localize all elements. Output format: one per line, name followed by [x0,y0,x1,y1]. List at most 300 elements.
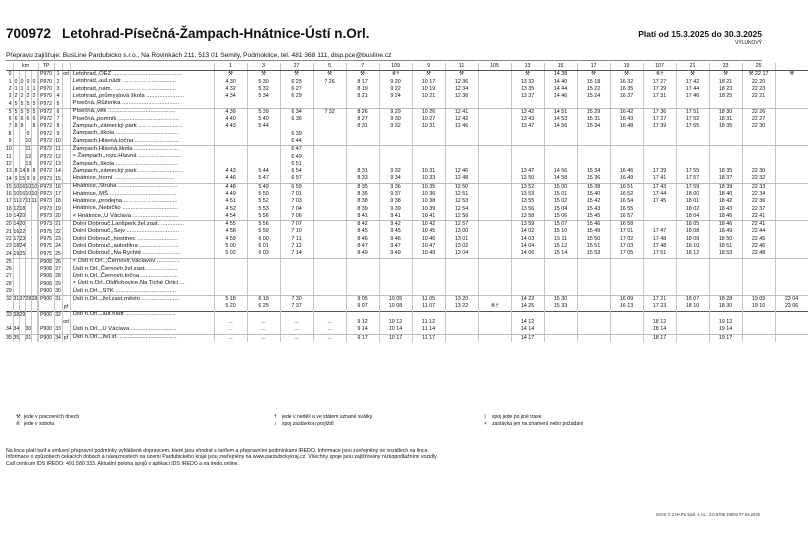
departure-time [313,213,346,221]
departure-time: 16 42 [610,108,643,116]
departure-time [346,138,379,146]
departure-time [544,100,577,108]
departure-time [775,236,808,243]
departure-time [412,154,445,161]
departure-time: 15 49 [577,229,610,236]
km-value: 5 [20,108,24,115]
departure-time: 14 14 [511,326,544,334]
departure-time [346,146,379,154]
zone-number: 31 [55,296,61,303]
timetable [6,63,808,342]
departure-time: 10 14 [379,326,412,334]
excerpt-label: VÝLUKOVÝ [735,40,762,46]
km-value: 38 [13,311,20,318]
tariff-point: P900 [38,334,54,342]
zone-number: 10 [55,138,61,145]
departure-time [313,229,346,236]
departure-time [775,86,808,93]
departure-time: 15 10 [544,229,577,236]
departure-time: 8 31 [346,168,379,175]
departure-time: 15 00 [544,183,577,191]
departure-time: ⚒ [775,71,808,79]
departure-time: 15 46 [577,221,610,229]
station-name: × Žampach,,rozc.Hlavná .......................... [70,154,214,161]
km-value: 18 [13,243,20,250]
tariff-point: P970 [38,71,54,79]
departure-time [214,281,247,288]
tariff-point: P972 [38,161,54,168]
station-name: × Hnátnice,,U Václava ............................ [70,213,214,221]
departure-time [775,243,808,250]
departure-time: 10 49 [412,250,445,258]
departure-time: ... [247,334,280,342]
departure-time [313,100,346,108]
departure-time [544,273,577,280]
zone-number: 22 [55,228,61,235]
arrival-departure-flag [62,198,70,205]
departure-time [313,281,346,288]
departure-time [709,138,742,146]
departure-time [478,191,511,198]
departure-time: ⑥† [643,71,676,79]
station-name: Letohrad,,nám. ...................................... [70,86,214,93]
departure-time [610,334,643,342]
departure-time [577,319,610,326]
departure-time: 5 50 [247,191,280,198]
departure-time: 17 05 [610,250,643,258]
departure-time [709,131,742,138]
departure-time: 9 34 [379,175,412,183]
departure-time [511,154,544,161]
km-value: 28 [25,296,32,303]
departure-time: 15 51 [577,243,610,250]
departure-time: 18 04 [676,213,709,221]
tariff-point [38,319,54,326]
departure-time [610,273,643,280]
departure-time: ... [280,326,313,334]
zone-number [54,304,62,312]
departure-time [214,100,247,108]
departure-time: 8 42 [346,221,379,229]
departure-time [511,138,544,146]
departure-time: 4 55 [214,221,247,229]
arrival-departure-flag [62,123,70,130]
departure-time [280,258,313,266]
station-name: Hnátnice,,prodejna ................................. [70,198,214,205]
departure-time [775,281,808,288]
departure-time: 14 25 [511,304,544,312]
legend-item [274,421,334,427]
km-value: 12 [13,205,20,212]
departure-time: 13 02 [445,243,478,250]
departure-time: 13 00 [445,229,478,236]
station-name: Dolní Dobrouč,,Na Rychtě ....................... [70,250,214,258]
station-name: Ústí n.Orl.,,žel.st. ................................... [70,334,214,342]
departure-time [478,273,511,280]
departure-time: 18 43 [709,206,742,213]
arrival-departure-flag [62,311,70,319]
departure-time: ... [280,319,313,326]
departure-time [643,161,676,168]
departure-time: 6 54 [280,168,313,175]
arrival-departure-flag: od [63,319,69,326]
departure-time [445,319,478,326]
departure-time: ⚒ 22 17 [742,71,775,79]
km-value: 9 [26,175,30,182]
zone-number: 27 [55,266,61,273]
km-value: 8 [14,123,18,130]
departure-time [742,138,775,146]
departure-time [709,161,742,168]
departure-time [379,100,412,108]
departure-time: 5 49 [247,183,280,191]
departure-time [775,288,808,296]
stop-order: 9 [6,138,13,146]
departure-time: 17 29 [643,86,676,93]
km-value: 13 [25,160,32,167]
km-value: 20 [19,213,26,220]
km-value: 0 [14,78,18,85]
departure-time: ⚒ [709,71,742,79]
departure-time: 14 56 [544,123,577,130]
departure-time [412,138,445,146]
departure-time [313,138,346,146]
stop-order: 7 [8,123,12,130]
departure-time: 16 37 [610,93,643,100]
departure-time [775,213,808,221]
station-name: Ústí n.Orl.,Černovír,točna ....................... [70,273,214,280]
departure-time: 17 39 [643,123,676,130]
stop-order: 26 [6,266,12,273]
departure-time: 14 38 [544,71,577,79]
arrival-departure-flag [62,100,70,108]
departure-time [379,131,412,138]
departure-time: 13 55 [511,198,544,205]
station-name: Žampach,,zámecký park ........................... [70,123,214,130]
km-value: 10 [25,183,32,190]
departure-time: 8 26 [346,108,379,116]
departure-time [445,334,478,342]
arrival-departure-flag: od [63,71,69,78]
departure-time [676,319,709,326]
departure-time [775,198,808,205]
departure-time [709,281,742,288]
departure-time [214,311,247,319]
departure-time [775,168,808,175]
departure-time [478,288,511,296]
departure-time: 10 12 [379,319,412,326]
km-value: 17 [13,235,20,242]
departure-time: 13 50 [511,175,544,183]
km-value: 25 [19,250,26,257]
zone-header [54,63,62,71]
km-value: 35 [13,334,20,341]
station-name: Žampach,,škola ...................................... [70,161,214,168]
departure-time: 8 45 [346,229,379,236]
timetable-row [6,183,808,191]
timetable-row [6,296,808,304]
departure-time [247,138,280,146]
departure-time: 6 25 [247,304,280,312]
departure-time: 12 51 [445,191,478,198]
departure-time [511,258,544,266]
departure-time [313,131,346,138]
departure-time [214,138,247,146]
departure-time [676,326,709,334]
trip-number-header: 25 [742,63,775,71]
km-value: 28 [31,296,38,303]
departure-time [511,146,544,154]
departure-time: 8 38 [346,198,379,205]
departure-time [676,258,709,266]
departure-time [379,311,412,319]
departure-time: 12 36 [445,79,478,86]
station-name: Ústí n.Orl.,Černovír,žel.zast. .................. [70,266,214,273]
departure-time [577,296,610,304]
departure-time [313,183,346,191]
departure-time [742,319,775,326]
arrival-departure-flag [62,175,70,183]
departure-time: 9 14 [346,326,379,334]
zone-number: 11 [55,146,61,153]
departure-time [511,100,544,108]
departure-time: 9 36 [379,183,412,191]
departure-time: ... [313,319,346,326]
timetable-row [6,175,808,183]
departure-time: 9 37 [379,191,412,198]
departure-time [280,288,313,296]
departure-time: 5 44 [247,123,280,130]
departure-time [775,146,808,154]
departure-time [313,273,346,280]
timetable-row [6,229,808,236]
km-value: 5 [26,100,30,107]
departure-time: 13 04 [445,250,478,258]
arrival-departure-flag [62,131,70,138]
departure-time [478,93,511,100]
legend-item [16,414,79,420]
timetable-row [6,311,808,319]
zone-number: 32 [55,311,61,318]
departure-time: 15 38 [577,183,610,191]
station-name: Dolní Dobrouč,,autodílna ........................ [70,243,214,250]
departure-time: 7 04 [280,206,313,213]
departure-time: 10 17 [412,79,445,86]
departure-time [379,138,412,146]
departure-time [247,288,280,296]
stop-order: 21 [6,228,12,235]
departure-time [775,116,808,123]
departure-time: 17 03 [610,243,643,250]
departure-time: 18 37 [709,175,742,183]
departure-time [742,258,775,266]
trip-number-header: 23 [709,63,742,71]
station-name: Písečná,,Růženka ................................... [70,100,214,108]
departure-time: 6 36 [280,116,313,123]
arrival-departure-flag [62,229,70,236]
departure-time: 8 36 [346,191,379,198]
departure-time [478,258,511,266]
legend-item [274,414,372,420]
departure-time [775,273,808,280]
departure-time [577,161,610,168]
km-value: 10 [25,191,32,198]
departure-time [445,326,478,334]
departure-time: 22 41 [742,221,775,229]
departure-time [544,281,577,288]
departure-time: 8 49 [346,250,379,258]
departure-time: 16 09 [610,296,643,304]
departure-time: ... [280,334,313,342]
km-value: 5 [26,108,30,115]
timetable-row [6,206,808,213]
departure-time [511,311,544,319]
departure-time: 6 39 [280,131,313,138]
station-name: Hnátnice,,Struha .................................... [70,183,214,191]
tariff-point: P972 [38,131,54,138]
departure-time: 18 25 [709,93,742,100]
zone-number: 33 [55,326,61,333]
km-value: 19 [13,250,20,257]
departure-time [775,79,808,86]
stop-order: 1 [8,78,12,85]
departure-time [775,334,808,342]
legend-text: spoj zastávkou projíždí [282,421,334,427]
departure-time [478,168,511,175]
tariff-point: P975 [38,243,54,250]
departure-time: 15 11 [544,236,577,243]
station-name: Dolní Dobrouč,,hostinec ......................... [70,236,214,243]
departure-time: 15 34 [577,123,610,130]
departure-time: 4 49 [214,191,247,198]
departure-time: 14 12 [511,319,544,326]
departure-time [346,161,379,168]
departure-time [709,154,742,161]
zone-number: 20 [55,213,61,220]
departure-time [346,281,379,288]
departure-time [775,191,808,198]
departure-time [445,161,478,168]
departure-time: 18 40 [709,191,742,198]
departure-time: 4 58 [214,229,247,236]
departure-time: 18 12 [676,250,709,258]
departure-time: 13 20 [445,296,478,304]
departure-time [478,108,511,116]
departure-time [478,123,511,130]
zone-number: 12 [55,153,61,160]
zone-number: 16 [55,183,61,190]
departure-time [610,266,643,273]
departure-time: 18 53 [709,250,742,258]
departure-time: 14 22 [511,296,544,304]
departure-time: 15 45 [577,213,610,221]
departure-time [379,154,412,161]
zone-number: 4 [54,93,62,100]
departure-time [742,311,775,319]
departure-time [775,311,808,319]
departure-time [412,146,445,154]
km-value: 6 [14,116,18,123]
departure-time [313,161,346,168]
header-blank [6,63,13,71]
km-value: 9 [32,175,36,182]
station-name: Dolní Dobrouč,Lanšperk,žel.zast. .............. [70,221,214,229]
departure-time [577,146,610,154]
note-line: Call centrum IDS IREDO: 491 580 333. Aktuální poloha spojů v aplikaci IDS IREDO a na iredo.online. [6,460,239,467]
arrival-departure-flag [62,168,70,175]
departure-time [412,273,445,280]
tariff-point: P975 [38,236,54,243]
departure-time [313,175,346,183]
departure-time [214,161,247,168]
departure-time: 17 39 [643,168,676,175]
arrival-departure-flag [62,288,70,296]
departure-time: 9 38 [379,198,412,205]
departure-time [775,161,808,168]
station-name: Letohrad,,aut.nádr. ................................ [70,79,214,86]
departure-time [214,266,247,273]
stop-order: 19 [6,213,12,220]
departure-time: 10 42 [412,221,445,229]
departure-time [775,229,808,236]
legend-symbol-icon: ⑥ [16,421,21,427]
km-value: 6 [20,116,24,123]
departure-time: 6 00 [247,236,280,243]
departure-time: 11 07 [412,304,445,312]
departure-time [379,161,412,168]
departure-time: 8 21 [346,93,379,100]
departure-time [445,288,478,296]
legend-text: jede v neděli a ve státem uznané svátky [282,414,373,420]
stop-order: 11 [6,153,12,160]
tariff-point: P972 [38,108,54,116]
departure-time: 12 57 [445,221,478,229]
departure-time: 14 06 [511,250,544,258]
departure-time [445,131,478,138]
departure-time: ⑥† [379,71,412,79]
departure-time: ⑥† [478,304,511,312]
zone-number: 23 [55,235,61,242]
departure-time: 17 42 [676,79,709,86]
departure-time: 9 39 [379,206,412,213]
km-value: 1 [26,85,30,92]
departure-time: 7 26 [313,79,346,86]
station-name: Písečná,,pomník ..................................... [70,116,214,123]
departure-time [577,326,610,334]
tariff-point: P972 [38,116,54,123]
departure-time [775,175,808,183]
departure-time: 12 54 [445,206,478,213]
departure-time [676,281,709,288]
legend-item [16,421,54,427]
departure-time [478,326,511,334]
arrival-departure-flag [62,206,70,213]
departure-time: 12 50 [445,183,478,191]
departure-time: 10 31 [412,123,445,130]
departure-time: 10 35 [412,183,445,191]
departure-time [280,123,313,130]
km-value: 24 [19,243,26,250]
departure-time: 14 02 [511,229,544,236]
departure-time: 7 03 [280,198,313,205]
departure-time: 11 05 [412,296,445,304]
station-name: Žampach,Hlavná,škola ........................... [70,146,214,154]
stop-order: 2 [8,85,12,92]
departure-time [610,131,643,138]
departure-time: 15 01 [544,191,577,198]
departure-time: 17 37 [643,116,676,123]
departure-time [478,79,511,86]
